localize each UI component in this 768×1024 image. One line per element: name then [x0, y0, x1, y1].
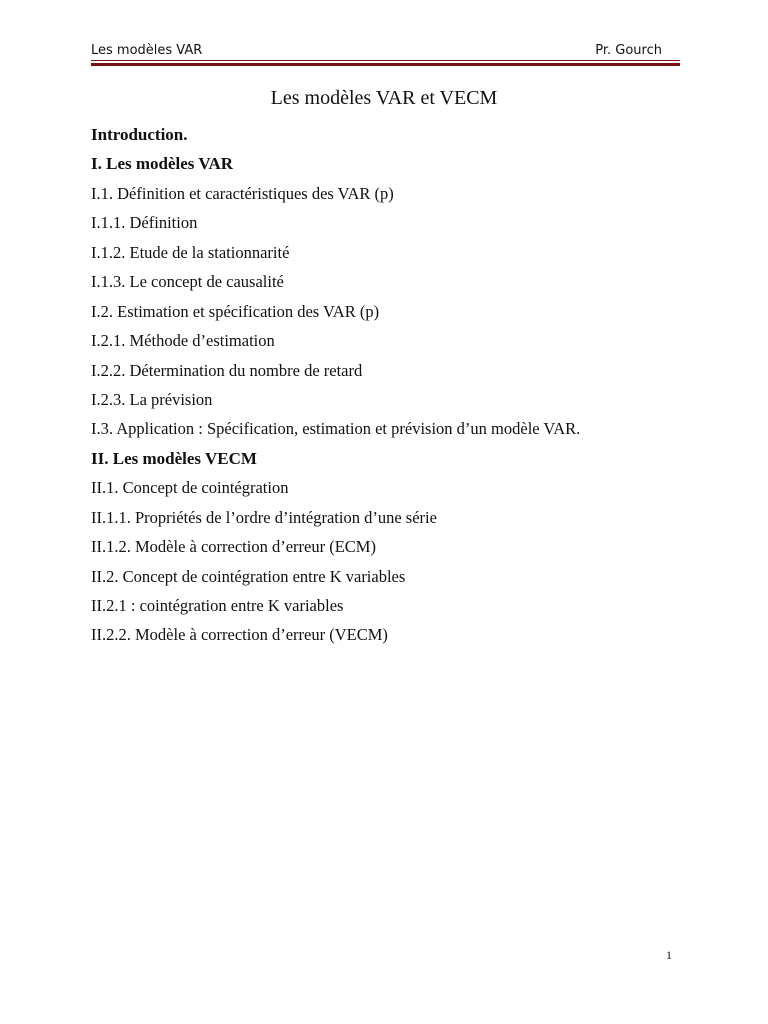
toc-entry: II.2. Concept de cointégration entre K variables	[91, 566, 406, 586]
header-rule-thick	[91, 63, 680, 66]
toc-entry: I.2.3. La prévision	[91, 389, 213, 409]
toc-entry: I.1.2. Etude de la stationnarité	[91, 242, 290, 262]
toc-section-heading: Introduction.	[91, 125, 188, 144]
toc-entry: II.2.1 : cointégration entre K variables	[91, 596, 344, 615]
table-of-contents	[91, 120, 691, 650]
toc-entry: II.1.1. Propriétés de l’ordre d’intégration d’une série	[91, 507, 437, 527]
toc-section-heading: I. Les modèles VAR	[91, 154, 233, 174]
header-right-text: Pr. Gourch	[595, 43, 662, 58]
header-left-text: Les modèles VAR	[91, 43, 203, 58]
toc-entry: I.2.1. Méthode d’estimation	[91, 331, 275, 351]
page-header	[91, 42, 680, 60]
toc-entry: I.1.3. Le concept de causalité	[91, 272, 284, 292]
toc-entry: II.1.2. Modèle à correction d’erreur (ECM)	[91, 537, 376, 557]
toc-entry: I.1. Définition et caractéristiques des VAR (p)	[91, 183, 394, 203]
toc-entry: II.1. Concept de cointégration	[91, 478, 289, 498]
document-title: Les modèles VAR et VECM	[270, 87, 498, 109]
toc-entry: I.2. Estimation et spécification des VAR (p)	[91, 301, 380, 321]
toc-entry: I.1.1. Définition	[91, 213, 198, 233]
page-number: 1	[666, 948, 672, 962]
toc-section-heading: II. Les modèles VECM	[91, 448, 257, 468]
header-rule-thin	[91, 60, 680, 61]
toc-entry: I.2.2. Détermination du nombre de retard	[91, 360, 363, 380]
toc-entry: I.3. Application : Spécification, estimation et prévision d’un modèle VAR.	[91, 419, 581, 439]
toc-entry: II.2.2. Modèle à correction d’erreur (VECM)	[91, 625, 388, 645]
